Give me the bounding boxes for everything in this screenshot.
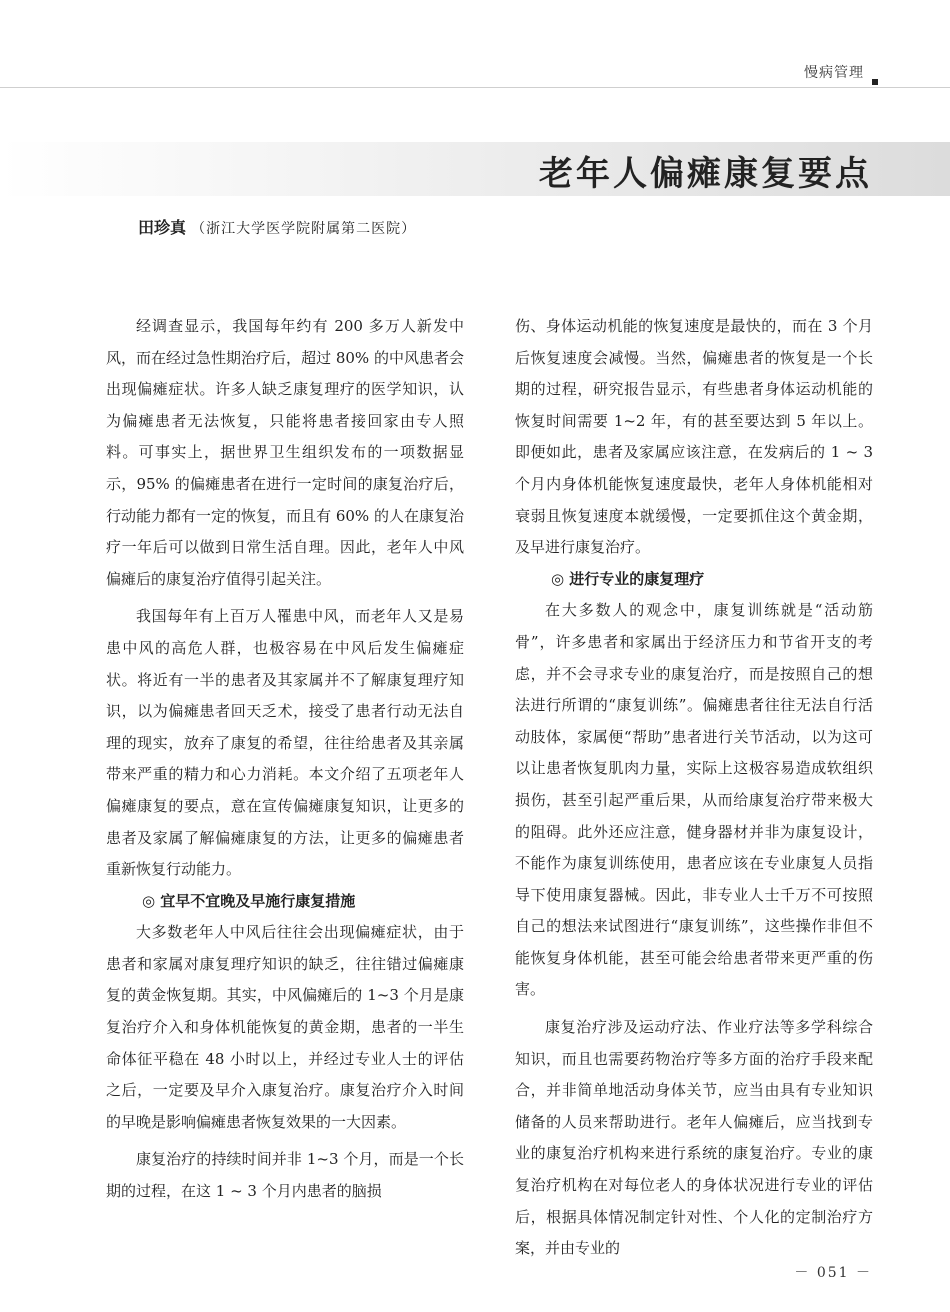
article-title: 老年人偏瘫康复要点 — [539, 154, 872, 194]
section-marker — [872, 79, 878, 85]
left-column — [106, 311, 464, 1208]
paragraph: 康复治疗的持续时间并非 1~3 个月，而是一个长期的过程，在这 1 ~ 3 个月内患者的脑损 — [106, 1150, 464, 1201]
header-divider — [0, 87, 950, 88]
paragraph: 在大多数人的观念中，康复训练就是“活动筋骨”，许多患者和家属出于经济压力和节省开支的考虑，并不会寻求专业的康复治疗，而是按照自己的想法进行所谓的“康复训练”。偏瘫患者往往无法自行活动肢体，家属便“帮助”患者进行关节活动，以为这可以让患者恢复肌肉力量，实际上这极容易造成软组织损伤，甚至引起严重后果，从而给康复治疗带来极大的阻碍。此外还应注意，健身器材并非为康复设计，不能作为康复训练使用，患者应该在专业康复人员指导下使用康复器械。因此，非专业人士千万不可按照自己的想法来试图进行“康复训练”，这些操作非但不能恢复身体机能，甚至可能会给患者带来更严重的伤害。 — [515, 601, 873, 999]
section-label: 慢病管理 — [804, 65, 864, 81]
paragraph: 大多数老年人中风后往往会出现偏瘫症状，由于患者和家属对康复理疗知识的缺乏，往往错过偏瘫康复的黄金恢复期。其实，中风偏瘫后的 1~3 个月是康复治疗介入和身体机能恢复的黄金期，患者的一半生命体征平稳在 48 小时以上，并经过专业人士的评估之后，一定要及早介入康复治疗。康复治疗介入时间的早晚是影响偏瘫患者恢复效果的一大因素。 — [106, 923, 464, 1131]
paragraph: 康复治疗涉及运动疗法、作业疗法等多学科综合知识，而且也需要药物治疗等多方面的治疗手段来配合，并非简单地活动身体关节，应当由具有专业知识储备的人员来帮助进行。老年人偏瘫后，应当找到专业的康复治疗机构来进行系统的康复治疗。专业的康复治疗机构在对每位老人的身体状况进行专业的评估后，根据具体情况制定针对性、个人化的定制治疗方案，并由专业的 — [515, 1018, 873, 1258]
author-affiliation: （浙江大学医学院附属第二医院） — [191, 221, 417, 237]
section-heading: ◎ 宜早不宜晚及早施行康复措施 — [142, 891, 356, 910]
page-number: － 051 － — [794, 1265, 872, 1281]
paragraph: 伤、身体运动机能的恢复速度是最快的，而在 3 个月后恢复速度会减慢。当然，偏瘫患者的恢复是一个长期的过程，研究报告显示，有些患者身体运动机能的恢复时间需要 1~2 年，有的甚至要达到 5 年以上。即便如此，患者及家属应该注意，在发病后的 1 ~ 3 个月内身体机能恢复速度最快，老年人身体机能相对衰弱且恢复速度本就缓慢，一定要抓住这个黄金期，及早进行康复治疗。 — [515, 317, 873, 557]
section-heading: ◎ 进行专业的康复理疗 — [551, 569, 705, 588]
author-name: 田珍真 — [138, 218, 187, 237]
byline — [138, 215, 416, 238]
right-column — [515, 311, 873, 1265]
paragraph: 我国每年有上百万人罹患中风，而老年人又是易患中风的高危人群，也极容易在中风后发生偏瘫症状。将近有一半的患者及其家属并不了解康复理疗知识，以为偏瘫患者回天乏术，接受了患者行动无法自理的现实，放弃了康复的希望，往往给患者及其亲属带来严重的精力和心力消耗。本文介绍了五项老年人偏瘫康复的要点，意在宣传偏瘫康复知识，让更多的患者及家属了解偏瘫康复的方法，让更多的偏瘫患者重新恢复行动能力。 — [106, 607, 464, 879]
paragraph: 经调查显示，我国每年约有 200 多万人新发中风，而在经过急性期治疗后，超过 80% 的中风患者会出现偏瘫症状。许多人缺乏康复理疗的医学知识，认为偏瘫患者无法恢复，只能将患者接回家由专人照料。可事实上，据世界卫生组织发布的一项数据显示，95% 的偏瘫患者在进行一定时间的康复治疗后，行动能力都有一定的恢复，而且有 60% 的人在康复治疗一年后可以做到日常生活自理。因此，老年人中风偏瘫后的康复治疗值得引起关注。 — [106, 317, 464, 588]
